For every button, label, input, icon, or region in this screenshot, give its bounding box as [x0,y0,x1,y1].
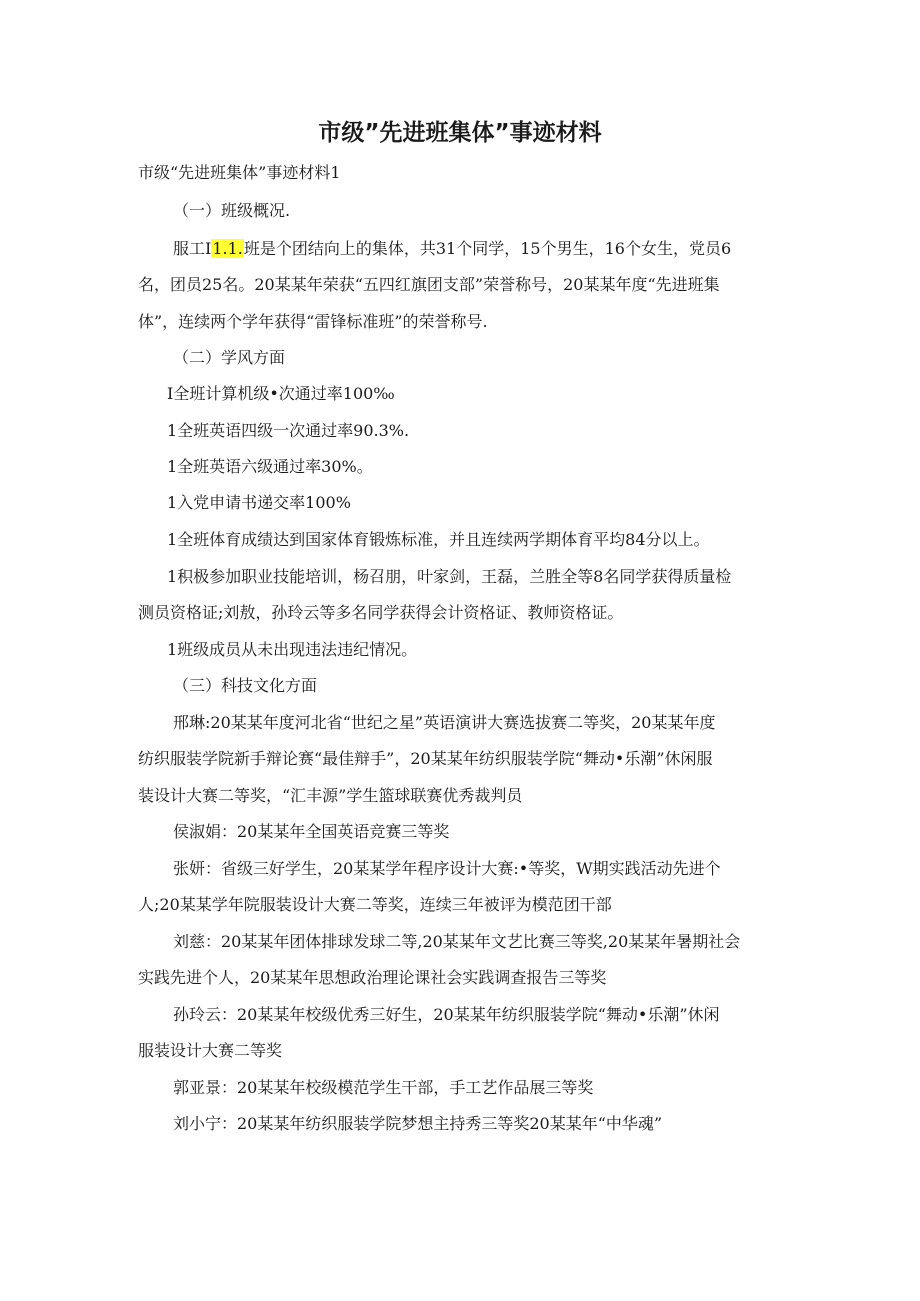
document-subtitle: 市级“先进班集体”事迹材料1 [138,163,341,182]
culture-line: 张妍：省级三好学生，20某某学年程序设计大赛:•等奖，W期实践活动先进个 [173,859,721,878]
culture-line: 服装设计大赛二等奖 [138,1041,283,1060]
highlighted-class-number: 1.1. [212,239,243,258]
culture-line: 刘小宁：20某某年纺织服装学院梦想主持秀三等奖20某某年“中华魂” [173,1114,663,1133]
culture-line: 邢琳:20某某年度河北省“世纪之星”英语演讲大赛选拔赛二等奖，20某某年度 [173,713,716,732]
culture-line: 侯淑娟：20某某年全国英语竞赛三等奖 [173,822,450,841]
overview-paragraph-line: 名，团员25名。20某某年荣获“五四红旗团支部”荣誉称号，20某某年度“先进班集 [138,275,720,294]
overview-prefix: 服工I [173,239,212,258]
overview-paragraph-line [173,239,731,259]
study-item: 测员资格证;刘敖，孙玲云等多名同学获得会计资格证、教师资格证。 [138,603,624,622]
study-item: 1全班体育成绩达到国家体育锻炼标准，并且连续两学期体育平均84分以上。 [167,530,710,549]
culture-line: 实践先进个人，20某某年思想政治理论课社会实践调查报告三等奖 [138,968,607,987]
culture-line: 纺织服装学院新手辩论赛“最佳辩手”，20某某年纺织服装学院“舞动•乐潮”休闲服 [138,749,713,768]
study-item: 1积极参加职业技能培训，杨召朋，叶家剑，王磊，兰胜全等8名同学获得质量检 [167,567,732,586]
section-heading-study: （二）学风方面 [173,348,286,367]
study-item: 1全班英语四级一次通过率90.3%. [167,421,410,440]
culture-line: 人;20某某学年院服装设计大赛二等奖，连续三年被评为模范团干部 [138,895,612,914]
culture-line: 装设计大赛二等奖，“汇丰源”学生篮球联赛优秀裁判员 [138,786,523,805]
study-item: 1全班英语六级通过率30%。 [167,457,373,476]
section-heading-overview: （一）班级概况. [173,201,291,220]
overview-paragraph-line: 体”，连续两个学年获得“雷锋标准班”的荣誉称号. [138,312,488,331]
document-title: 市级”先进班集体”事迹材料 [318,120,602,146]
culture-line: 刘慈：20某某年团体排球发球二等,20某某年文艺比赛三等奖,20某某年暑期社会 [173,932,741,951]
study-item: I全班计算机级•次通过率100‰ [167,384,395,403]
overview-rest: 班是个团结向上的集体，共31个同学，15个男生，16个女生，党员6 [243,239,732,258]
culture-line: 孙玲云：20某某年校级优秀三好生，20某某年纺织服装学院“舞动•乐潮”休闲 [173,1005,720,1024]
study-item: 1入党申请书递交率100% [167,493,351,512]
study-item: 1班级成员从未出现违法违纪情况。 [167,640,418,659]
section-heading-culture: （三）科技文化方面 [173,676,318,695]
culture-line: 郭亚景：20某某年校级模范学生干部，手工艺作品展三等奖 [173,1078,594,1097]
